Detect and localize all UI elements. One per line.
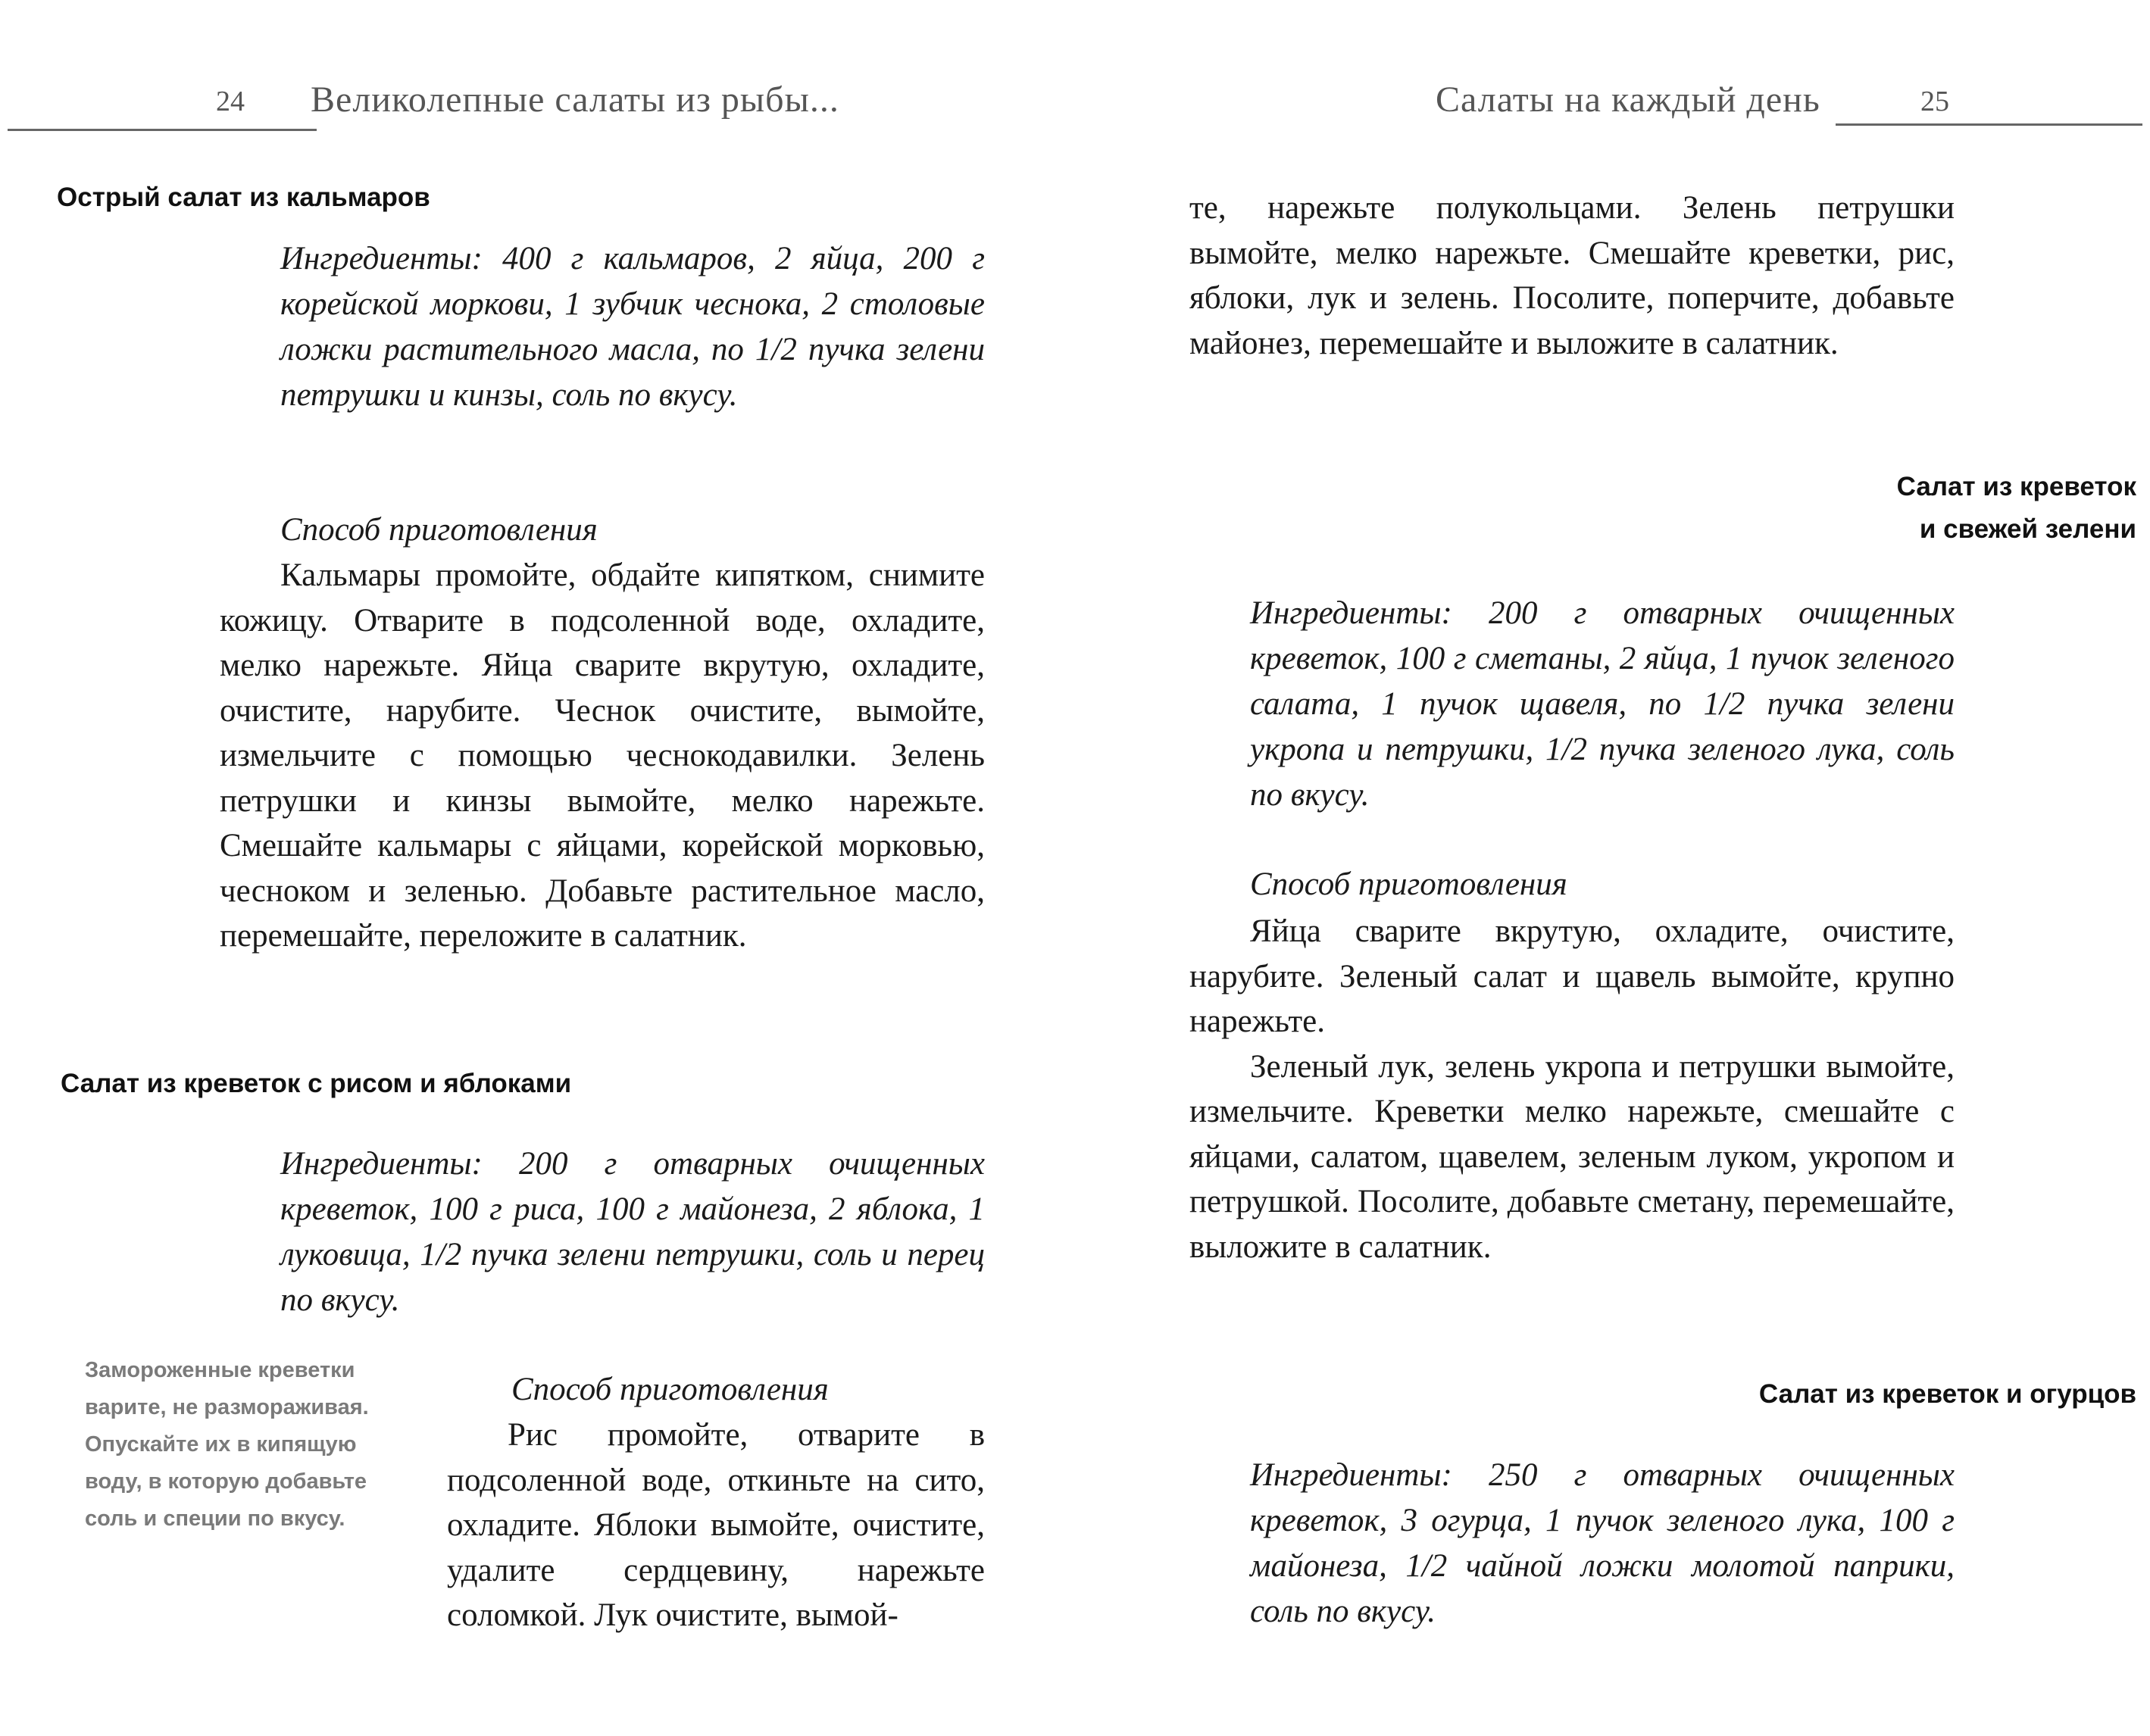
page-number: 25 <box>1920 86 1949 117</box>
continuation-text: те, нарежьте полукольцами. Зелень петрушки вымойте, мелко нарежьте. Смешайте креветки, рис, яблоки, лук и зелень. Посолите, поперчите, добавьте майонез, перемешайте и выложите в салатник. <box>1189 190 1955 361</box>
running-title-right-wrap <box>1436 79 1820 120</box>
method-title: Способ приготовления <box>511 1372 829 1407</box>
method-text: Яйца сварите вкрутую, охладите, очистите, нарубите. Зеленый салат и щавель вымойте, крупно нарежьте. <box>1189 913 1955 1039</box>
page-number: 24 <box>216 86 245 117</box>
method-text: Зеленый лук, зелень укропа и петрушки вымойте, измельчите. Креветки мелко нарежьте, смешайте с яйцами, салатом, щавелем, зеленым луком, укропом и петрушкой. Посолите, добавьте сметану, перемешайте, выложите в салатник. <box>1189 1048 1955 1265</box>
recipe-title: Острый салат из кальмаров <box>57 183 430 212</box>
method-text-block <box>1189 909 1955 1269</box>
method-text: Кальмары промойте, обдайте кипятком, снимите кожицу. Отварите в подсоленной воде, охладите, мелко нарежьте. Яйца сварите вкрутую, охладите, очистите, нарубите. Чеснок очистите, вымойте, измельчите с помощью чеснокодавилки. Зелень петрушки и кинзы вымойте, мелко нарежьте. Смешайте кальмары с яйцами, корейской морковью, чесноком и зеленью. Добавьте растительное масло, перемешайте, переложите в салатник. <box>220 557 985 954</box>
ingredients-text: Ингредиенты: 400 г кальмаров, 2 яйца, 200 г корейской моркови, 1 зубчик чеснока, 2 столовые ложки растительного масла, по 1/2 пучка зелени петрушки и кинзы, соль по вкусу. <box>280 241 985 413</box>
running-title: Великолепные салаты из рыбы... <box>311 80 839 120</box>
recipe-title: Салат из креветок и огурцов <box>1758 1379 2136 1409</box>
continuation-block <box>1189 186 1955 366</box>
ingredients-text: Ингредиенты: 200 г отварных очищенных креветок, 100 г сметаны, 2 яйца, 1 пучок зеленого салата, 1 пучок щавеля, по 1/2 пучка зелени укропа и петрушки, 1/2 пучка зеленого лука, соль по вкусу. <box>1250 595 1955 813</box>
method-title: Способ приготовления <box>280 512 598 548</box>
method-title: Способ приготовления <box>1250 866 1567 902</box>
recipe-title <box>1379 466 2136 551</box>
running-title-left-wrap <box>311 79 839 120</box>
header-rule <box>1836 123 2142 126</box>
running-header-left <box>216 85 245 118</box>
method-text-block <box>220 553 985 959</box>
recipe-title: Салат из креветок с рисом и яблоками <box>61 1069 572 1098</box>
running-header-right <box>1920 85 1949 118</box>
method-text-block <box>447 1413 985 1638</box>
sidebar-note: Замороженные креветки варите, не размораживая. Опускайте их в кипящую воду, в которую добавьте соль и специи по вкусу. <box>85 1358 369 1531</box>
method-text: Рис промойте, отварите в подсоленной воде, откиньте на сито, охладите. Яблоки вымойте, очистите, удалите сердцевину, нарежьте соломкой. Лук очистите, вымой- <box>447 1417 985 1633</box>
ingredients-text: Ингредиенты: 250 г отварных очищенных креветок, 3 огурца, 1 пучок зеленого лука, 100 г майонеза, 1/2 чайной ложки молотой паприки, соль по вкусу. <box>1250 1457 1955 1629</box>
recipe-title-line: Салат из креветок <box>1896 472 2136 501</box>
header-rule <box>8 129 317 131</box>
ingredients-text: Ингредиенты: 200 г отварных очищенных креветок, 100 г риса, 100 г майонеза, 2 яблока, 1 луковица, 1/2 пучка зелени петрушки, соль и перец по вкусу. <box>280 1146 985 1318</box>
right-page <box>1076 0 2150 1736</box>
running-title: Салаты на каждый день <box>1436 80 1820 120</box>
recipe-title-line: и свежей зелени <box>1919 514 2136 544</box>
